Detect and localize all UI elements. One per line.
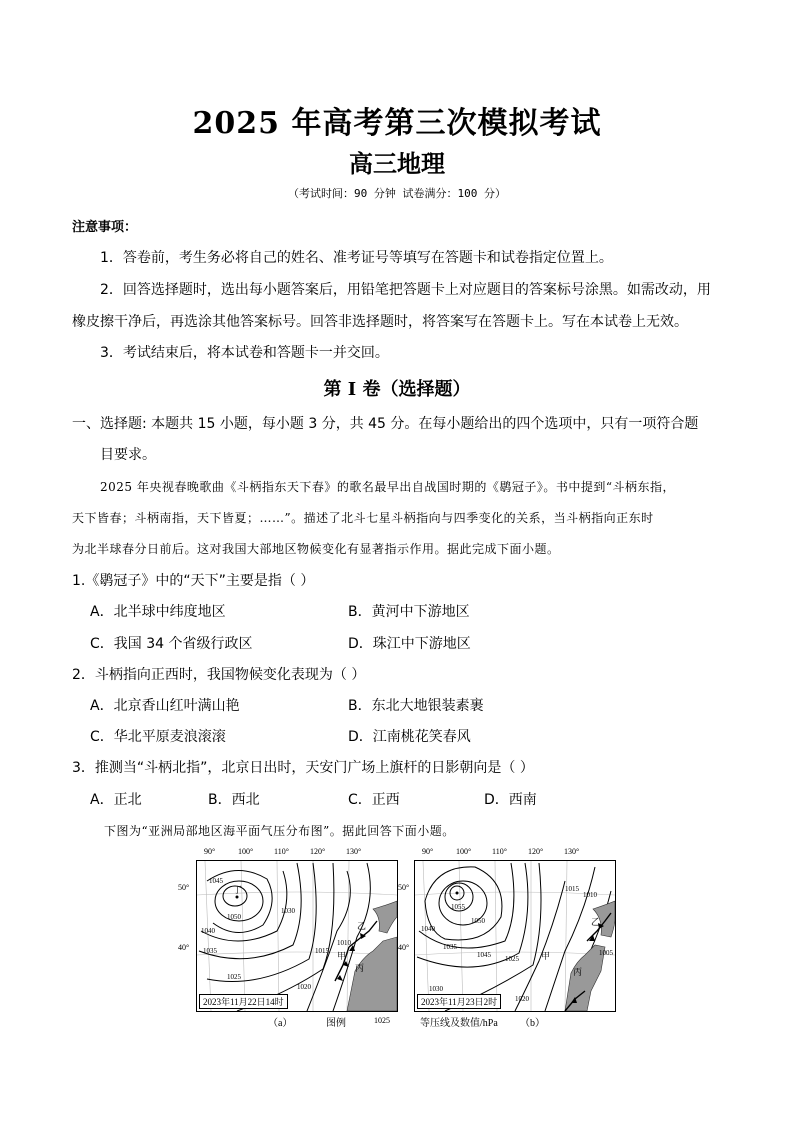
- map-b-lat-40: 40°: [398, 943, 410, 952]
- svg-text:1035: 1035: [443, 943, 457, 951]
- svg-text:1015: 1015: [315, 947, 329, 955]
- question-2-option-b: B．东北大地银装素裹: [348, 698, 484, 714]
- svg-text:1040: 1040: [201, 927, 215, 935]
- map-a-label-ding: 丁: [233, 886, 243, 896]
- notice-item-2: 2．回答选择题时，选出每小题答案后，用铅笔把答题卡上对应题目的答案标号涂黑。如需改动，用: [100, 282, 711, 298]
- map-b-caption: （b）: [520, 1018, 545, 1029]
- question-3-option-c: C．正西: [348, 792, 400, 808]
- map-a-date: 2023年11月22日14时: [199, 994, 288, 1009]
- notice-heading: 注意事项：: [72, 220, 138, 235]
- pressure-map-a: [196, 860, 398, 1012]
- pressure-map-b: [414, 860, 616, 1012]
- question-2-option-c: C．华北平原麦浪滚滚: [90, 729, 226, 745]
- exam-info: （考试时间：90 分钟 试卷满分：100 分）: [288, 187, 506, 200]
- map-a-lon-90: 90°: [204, 847, 216, 856]
- passage1-line1: 2025 年央视春晚歌曲《斗柄指东天下春》的歌名最早出自战国时期的《鹖冠子》。书中提到“斗柄东指，: [100, 480, 675, 494]
- svg-text:1045: 1045: [209, 877, 223, 885]
- svg-text:1045: 1045: [477, 951, 491, 959]
- passage2: 下图为“亚洲局部地区海平面气压分布图”。据此回答下面小题。: [104, 824, 455, 838]
- map-b-lat-50: 50°: [398, 883, 410, 892]
- svg-text:1055: 1055: [451, 903, 465, 911]
- question-3-stem: 3．推测当“斗柄北指”，北京日出时，天安门广场上旗杆的日影朝向是（ ）: [72, 760, 534, 776]
- passage1-line3: 为北半球春分日前后。这对我国大部地区物候变化有显著指示作用。据此完成下面小题。: [72, 542, 560, 556]
- svg-text:1020: 1020: [515, 995, 529, 1003]
- pressure-map-b-drawing: [415, 861, 615, 1011]
- question-2-stem: 2．斗柄指向正西时，我国物候变化表现为（ ）: [72, 667, 366, 683]
- exam-title: 2025 年高考第三次模拟考试: [192, 106, 602, 141]
- map-b-date: 2023年11月23日2时: [417, 994, 501, 1009]
- question-2-option-a: A．北京香山红叶满山艳: [90, 698, 240, 714]
- map-b-label-yi: 乙: [591, 918, 601, 928]
- svg-text:1050: 1050: [471, 917, 485, 925]
- svg-text:1050: 1050: [227, 913, 241, 921]
- legend-value: 1025: [374, 1016, 390, 1025]
- map-a-lon-110: 110°: [274, 847, 289, 856]
- svg-text:1025: 1025: [505, 955, 519, 963]
- pressure-map-figure: [178, 847, 616, 1029]
- map-a-lat-50: 50°: [178, 883, 190, 892]
- map-a-lon-130: 130°: [346, 847, 362, 856]
- question-1-option-c: C．我国 34 个省级行政区: [90, 636, 253, 652]
- legend-label: 图例: [326, 1018, 346, 1029]
- question-3-option-a: A．正北: [90, 792, 142, 808]
- svg-text:1020: 1020: [297, 983, 311, 991]
- legend-text: 等压线及数值/hPa: [420, 1018, 498, 1029]
- map-b-label-jia: 甲: [541, 952, 551, 962]
- passage1-line2: 天下皆春；斗柄南指，天下皆夏；……”。描述了北斗七星斗柄指向与四季变化的关系，当斗柄指向正东时: [72, 511, 654, 525]
- map-b-lon-120: 120°: [528, 847, 544, 856]
- map-a-label-bing: 丙: [355, 964, 365, 974]
- svg-text:1030: 1030: [429, 985, 443, 993]
- map-b-lon-90: 90°: [422, 847, 434, 856]
- map-b-lon-100: 100°: [456, 847, 472, 856]
- map-a-label-yi: 乙: [357, 922, 367, 932]
- question-1-option-a: A．北半球中纬度地区: [90, 604, 226, 620]
- map-a-caption: （a）: [268, 1018, 293, 1029]
- svg-text:1035: 1035: [203, 947, 217, 955]
- map-a-lon-120: 120°: [310, 847, 326, 856]
- svg-text:1025: 1025: [227, 973, 241, 981]
- svg-text:1015: 1015: [565, 885, 579, 893]
- map-b-lon-110: 110°: [492, 847, 507, 856]
- question-1-option-d: D．珠江中下游地区: [348, 636, 471, 652]
- notice-item-3: 3．考试结束后，将本试卷和答题卡一并交回。: [100, 345, 389, 361]
- question-2-option-d: D．江南桃花笑春风: [348, 729, 471, 745]
- question-3-option-d: D．西南: [484, 792, 537, 808]
- question-3-option-b: B．西北: [208, 792, 260, 808]
- question-1-stem: 1.《鹖冠子》中的“天下”主要是指（ ）: [72, 573, 315, 589]
- map-b-lon-130: 130°: [564, 847, 580, 856]
- section-intro-line2: 目要求。: [100, 447, 156, 463]
- map-a-lat-40: 40°: [178, 943, 190, 952]
- svg-text:1030: 1030: [281, 907, 295, 915]
- notice-item-1: 1．答卷前，考生务必将自己的姓名、准考证号等填写在答题卡和试卷指定位置上。: [100, 250, 613, 266]
- map-b-label-bing: 丙: [573, 968, 583, 978]
- notice-item-2-cont: 橡皮擦干净后，再选涂其他答案标号。回答非选择题时，将答案写在答题卡上。写在本试卷上无效。: [72, 314, 688, 330]
- section-intro-line1: 一、选择题: 本题共 15 小题，每小题 3 分，共 45 分。在每小题给出的四个选项中，只有一项符合题: [72, 416, 699, 432]
- exam-subtitle: 高三地理: [349, 149, 445, 178]
- pressure-map-a-drawing: [197, 861, 397, 1011]
- svg-text:1010: 1010: [337, 939, 351, 947]
- svg-text:1040: 1040: [421, 925, 435, 933]
- svg-text:1010: 1010: [583, 891, 597, 899]
- svg-text:1005: 1005: [599, 949, 613, 957]
- map-a-lon-100: 100°: [238, 847, 254, 856]
- question-1-option-b: B．黄河中下游地区: [348, 604, 470, 620]
- section-heading: 第 I 卷（选择题）: [323, 379, 471, 400]
- map-a-label-jia: 甲: [337, 952, 347, 962]
